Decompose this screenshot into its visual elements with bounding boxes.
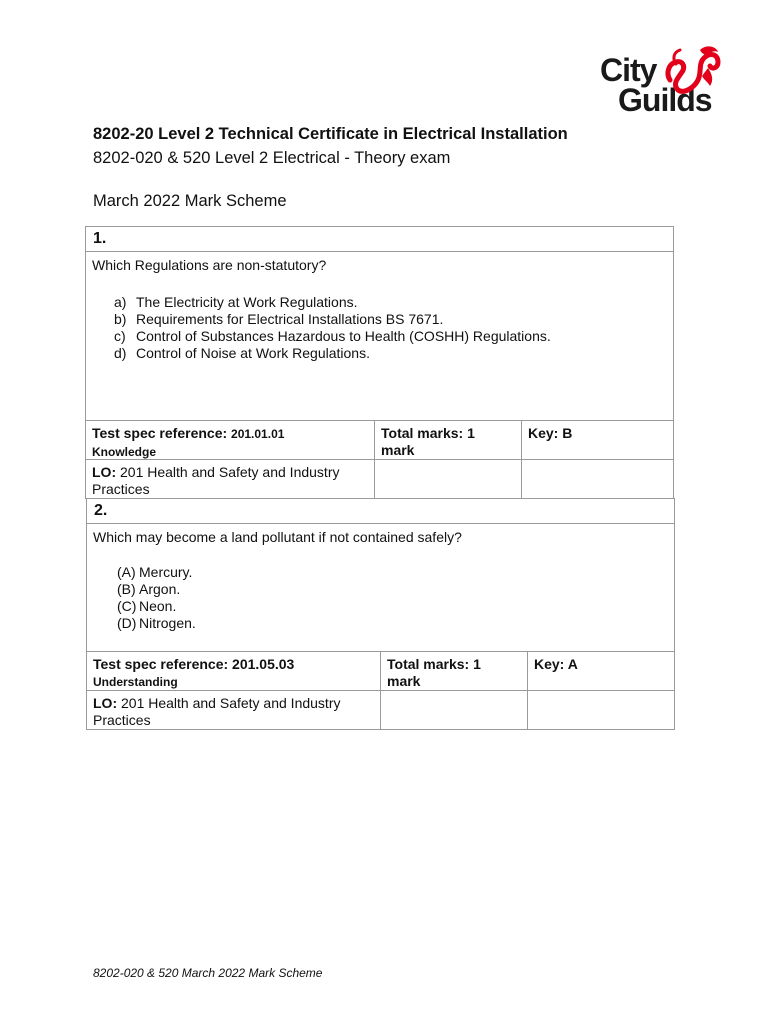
option-text: Argon. [139,581,181,597]
answer-option [114,294,551,311]
test-spec-type: Knowledge [92,445,157,459]
total-marks-unit: mark [381,442,415,458]
total-marks-label: Total marks: 1 [387,656,481,672]
learning-outcome-cell [86,460,375,498]
test-spec-label: Test spec reference: [92,425,228,441]
mark-scheme-date: March 2022 Mark Scheme [93,192,287,210]
option-text: Control of Noise at Work Regulations. [136,345,370,361]
answer-option [117,615,196,632]
learning-outcome-row [86,460,673,498]
empty-cell [381,691,528,729]
option-text: Control of Substances Hazardous to Health (COSHH) Regulations. [136,328,551,344]
question-meta-row [86,421,673,460]
answer-option [114,311,551,328]
learning-outcome-row [87,691,674,729]
question-number: 1. [86,227,673,252]
option-letter: d) [114,345,127,361]
total-marks-cell [375,421,522,459]
empty-cell [522,460,673,498]
option-text: The Electricity at Work Regulations. [136,294,358,310]
option-text: Neon. [139,598,177,614]
total-marks-unit: mark [387,673,421,689]
document-title: 8202-20 Level 2 Technical Certificate in Electrical Installation [93,125,568,143]
answer-option [114,328,551,345]
lion-ampersand-icon [664,44,722,94]
question-number: 2. [87,499,674,524]
lo-text: 201 Health and Safety and Industry Practices [92,464,340,497]
total-marks-label: Total marks: 1 [381,425,475,441]
lo-text: 201 Health and Safety and Industry Practices [93,695,341,728]
page-footer: 8202-020 & 520 March 2022 Mark Scheme [93,966,323,980]
option-letter: b) [114,311,127,327]
question-2-table [86,498,675,730]
test-spec-cell [87,652,381,690]
answer-option [114,345,551,362]
test-spec-value: 201.01.01 [231,427,285,441]
document-subtitle: 8202-020 & 520 Level 2 Electrical - Theory exam [93,149,451,167]
lo-label: LO: [92,464,117,480]
test-spec-type: Understanding [93,675,178,689]
answer-options [117,564,196,632]
question-text: Which Regulations are non-statutory? [92,257,327,273]
question-body [87,524,674,652]
option-text: Requirements for Electrical Installations BS 7671. [136,311,444,327]
option-letter: (C) [117,598,137,614]
test-spec-label: Test spec reference: 201.05.03 [93,656,295,672]
answer-option [117,581,196,598]
question-text: Which may become a land pollutant if not contained safely? [93,529,462,545]
answer-option [117,598,196,615]
question-body [86,252,673,421]
test-spec-cell [86,421,375,459]
answer-option [117,564,196,581]
lo-label: LO: [93,695,118,711]
question-1-table [85,226,674,499]
answer-key-cell: Key: A [534,656,578,672]
answer-key-cell: Key: B [528,425,573,441]
option-letter: (B) [117,581,136,597]
logo-word-city: City [600,52,657,88]
option-letter: a) [114,294,127,310]
option-text: Mercury. [139,564,193,580]
empty-cell [375,460,522,498]
answer-options [114,294,551,362]
total-marks-cell [381,652,528,690]
option-letter: (D) [117,615,137,631]
city-and-guilds-logo [598,44,724,116]
option-text: Nitrogen. [139,615,196,631]
option-letter: c) [114,328,126,344]
question-meta-row [87,652,674,691]
logo-word-guilds: Guilds [618,82,712,118]
learning-outcome-cell [87,691,381,729]
empty-cell [528,691,674,729]
option-letter: (A) [117,564,136,580]
